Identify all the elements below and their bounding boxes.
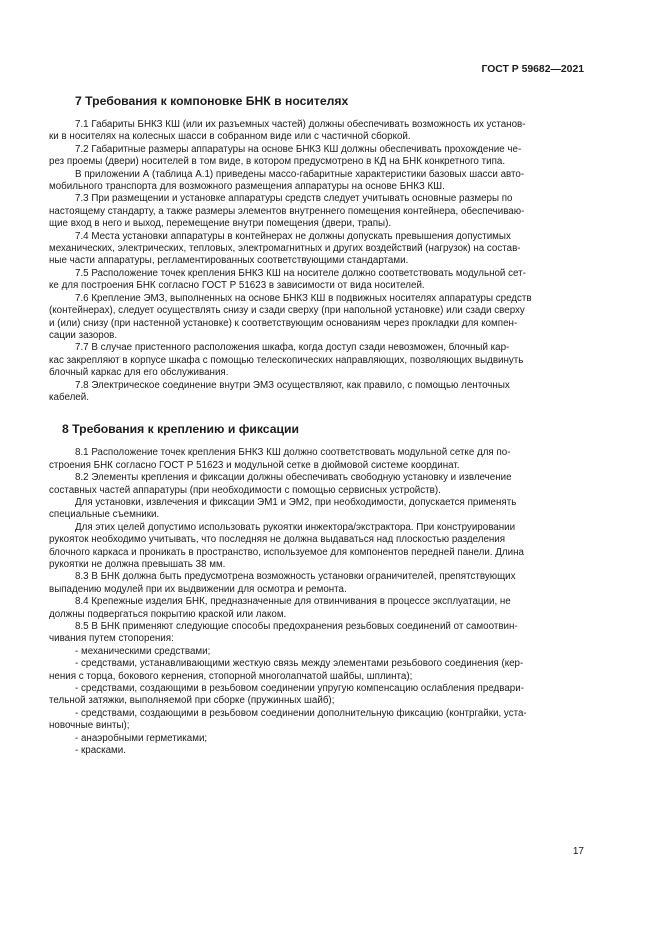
paragraph-line: В приложении А (таблица А.1) приведены массо-габаритные характеристики базовых шасси авто- bbox=[75, 168, 525, 180]
paragraph-line: и (или) снизу (при настенной установке) к соответствующим основаниям через прокладки для компен- bbox=[49, 317, 518, 329]
paragraph bbox=[49, 658, 583, 683]
paragraph-line: мобильного транспорта для возможного размещения аппаратуры на основе БНКЗ КШ. bbox=[49, 181, 445, 193]
paragraph-line: 7.5 Расположение точек крепления БНКЗ КШ на носителе должно соответствовать модульной сет- bbox=[75, 267, 526, 279]
paragraph bbox=[49, 596, 583, 621]
paragraph-line: 8.2 Элементы крепления и фиксации должны обеспечивать свободную установку и извлечение bbox=[75, 472, 512, 484]
paragraph-line: настоящему стандарту, а также размеры элементов внутреннего помещения контейнера, обеспечиваю- bbox=[49, 205, 525, 217]
paragraph-line: - средствами, создающими в резьбовом соединении дополнительную фиксацию (контргайки, уста- bbox=[75, 707, 527, 719]
paragraph bbox=[49, 267, 583, 293]
paragraph-line: тельной затяжки, выполняемой при сборке (пружинных шайб); bbox=[49, 695, 335, 707]
paragraph bbox=[49, 621, 583, 646]
paragraph-line: нения с торца, бокового кернения, стопорной многолапчатой шайбы, шплинта); bbox=[49, 670, 413, 682]
paragraph bbox=[49, 379, 583, 405]
section-8-body bbox=[49, 447, 583, 757]
paragraph-line: - механическими средствами; bbox=[75, 645, 211, 657]
paragraph-line: 7.6 Крепление ЭМЗ, выполненных на основе БНКЗ КШ в подвижных носителях аппаратуры средств bbox=[75, 292, 532, 304]
paragraph bbox=[49, 683, 583, 708]
paragraph-line: 7.8 Электрическое соединение внутри ЭМЗ осуществляют, как правило, с помощью ленточных bbox=[75, 379, 510, 391]
paragraph-line: (контейнерах), следует осуществлять снизу и сзади сверху (при напольной установке) или сзади сверху bbox=[49, 305, 525, 317]
paragraph bbox=[49, 521, 583, 572]
paragraph bbox=[62, 646, 583, 658]
paragraph bbox=[49, 292, 583, 343]
paragraph-line: блочный каркас для его обслуживания. bbox=[49, 367, 229, 379]
paragraph-line: щие вход в него и выход, перемещение внутри помещения (двери, трапы). bbox=[49, 218, 392, 230]
paragraph bbox=[62, 733, 583, 745]
paragraph-line: рукоятки не должна превышать 38 мм. bbox=[49, 559, 226, 570]
paragraph bbox=[49, 193, 583, 230]
paragraph-line: сации зазоров. bbox=[49, 329, 118, 341]
paragraph bbox=[49, 342, 583, 379]
paragraph bbox=[49, 496, 583, 522]
paragraph-line: 8.4 Крепежные изделия БНК, предназначенные для отвинчивания в процессе эксплуатации, не bbox=[75, 596, 511, 608]
standard-code: ГОСТ Р 59682—2021 bbox=[481, 64, 584, 75]
document-body bbox=[49, 94, 583, 758]
paragraph-line: должны подвергаться покрытию краской или лаком. bbox=[49, 608, 287, 620]
paragraph-line: составных частей аппаратуры (при необходимости с помощью сервисных устройств). bbox=[49, 484, 441, 496]
paragraph-line: - средствами, устанавливающими жесткую связь между элементами резьбового соединения (кер- bbox=[75, 658, 524, 670]
paragraph-line: Для этих целей допустимо использовать рукоятки инжектора/экстрактора. При конструировании bbox=[75, 521, 516, 533]
paragraph bbox=[49, 472, 583, 497]
paragraph bbox=[49, 230, 583, 268]
paragraph-line: Для установки, извлечения и фиксации ЭМ1 и ЭМ2, при необходимости, допускается применять bbox=[75, 496, 517, 508]
paragraph-line: новочные винты); bbox=[49, 720, 130, 732]
paragraph-line: строения БНК согласно ГОСТ Р 51623 и модульной сетке в дюймовой системе координат. bbox=[49, 459, 460, 471]
paragraph bbox=[49, 571, 583, 596]
paragraph-line: 8.1 Расположение точек крепления БНКЗ КШ должно соответствовать модульной сетке для по- bbox=[75, 447, 511, 459]
paragraph-line: 7.4 Места установки аппаратуры в контейнерах не должны допускать превышения допустимых bbox=[75, 230, 511, 242]
paragraph bbox=[62, 745, 583, 757]
paragraph-line: рез проемы (двери) носителей в том виде, в котором предусмотрено в КД на БНК конкретного типа. bbox=[49, 156, 506, 168]
paragraph-line: выпадению модулей при их выдвижении для осмотра и ремонта. bbox=[49, 583, 347, 595]
paragraph-line: кабелей. bbox=[49, 391, 89, 403]
paragraph-line: 7.1 Габариты БНКЗ КШ (или их разъемных частей) должны обеспечивать возможность их установ- bbox=[75, 119, 526, 130]
paragraph-line: рукояток необходимо учитывать, что последняя не должна выдаваться над плоскостью разделения bbox=[49, 534, 506, 546]
paragraph bbox=[49, 447, 583, 472]
paragraph-line: - анаэробными герметиками; bbox=[75, 732, 208, 744]
paragraph bbox=[49, 168, 583, 194]
paragraph-line: - красками. bbox=[75, 745, 126, 757]
section-7-title: 7 Требования к компоновке БНК в носителях bbox=[75, 94, 349, 108]
paragraph bbox=[49, 143, 583, 169]
paragraph-line: ке для построения БНК согласно ГОСТ Р 51623 в зависимости от вида носителей. bbox=[49, 280, 425, 292]
paragraph bbox=[49, 707, 583, 733]
paragraph-line: блочного каркаса и проникать в пространство, используемое для компонентов передней панели. Длина bbox=[49, 546, 524, 558]
paragraph-line: кас закрепляют в корпусе шкафа с помощью телескопических направляющих, позволяющих выдвинуть bbox=[49, 354, 524, 366]
section-8-title: 8 Требования к креплению и фиксации bbox=[62, 422, 299, 437]
section-7-body bbox=[49, 119, 583, 404]
paragraph-line: механических, электрических, тепловых, электромагнитных и других воздействий (нагрузок) на состав- bbox=[49, 243, 521, 255]
paragraph-line: 7.3 При размещении и установке аппаратуры средств следует учитывать основные размеры по bbox=[75, 193, 513, 205]
paragraph-line: 7.2 Габаритные размеры аппаратуры на основе БНКЗ КШ должны обеспечивать прохождение че- bbox=[75, 143, 522, 155]
paragraph-line: - средствами, создающими в резьбовом соединении упругую компенсацию ослабления предвари- bbox=[75, 683, 524, 695]
paragraph-line: специальные съемники. bbox=[49, 509, 160, 521]
paragraph-line: ки в носителях на колесных шасси в собранном виде или с частичной сборкой. bbox=[49, 131, 411, 143]
paragraph bbox=[49, 119, 583, 144]
page-number: 17 bbox=[572, 846, 584, 857]
paragraph-line: 7.7 В случае пристенного расположения шкафа, когда доступ сзади невозможен, блочный кар- bbox=[75, 342, 510, 354]
paragraph-line: чивания путем стопорения: bbox=[49, 633, 174, 645]
paragraph-line: ные части аппаратуры, регламентированных соответствующими стандартами. bbox=[49, 255, 409, 267]
paragraph-line: 8.5 В БНК применяют следующие способы предохранения резьбовых соединений от самоотвин- bbox=[75, 621, 518, 633]
paragraph-line: 8.3 В БНК должна быть предусмотрена возможность установки ограничителей, препятствующих bbox=[75, 571, 516, 583]
